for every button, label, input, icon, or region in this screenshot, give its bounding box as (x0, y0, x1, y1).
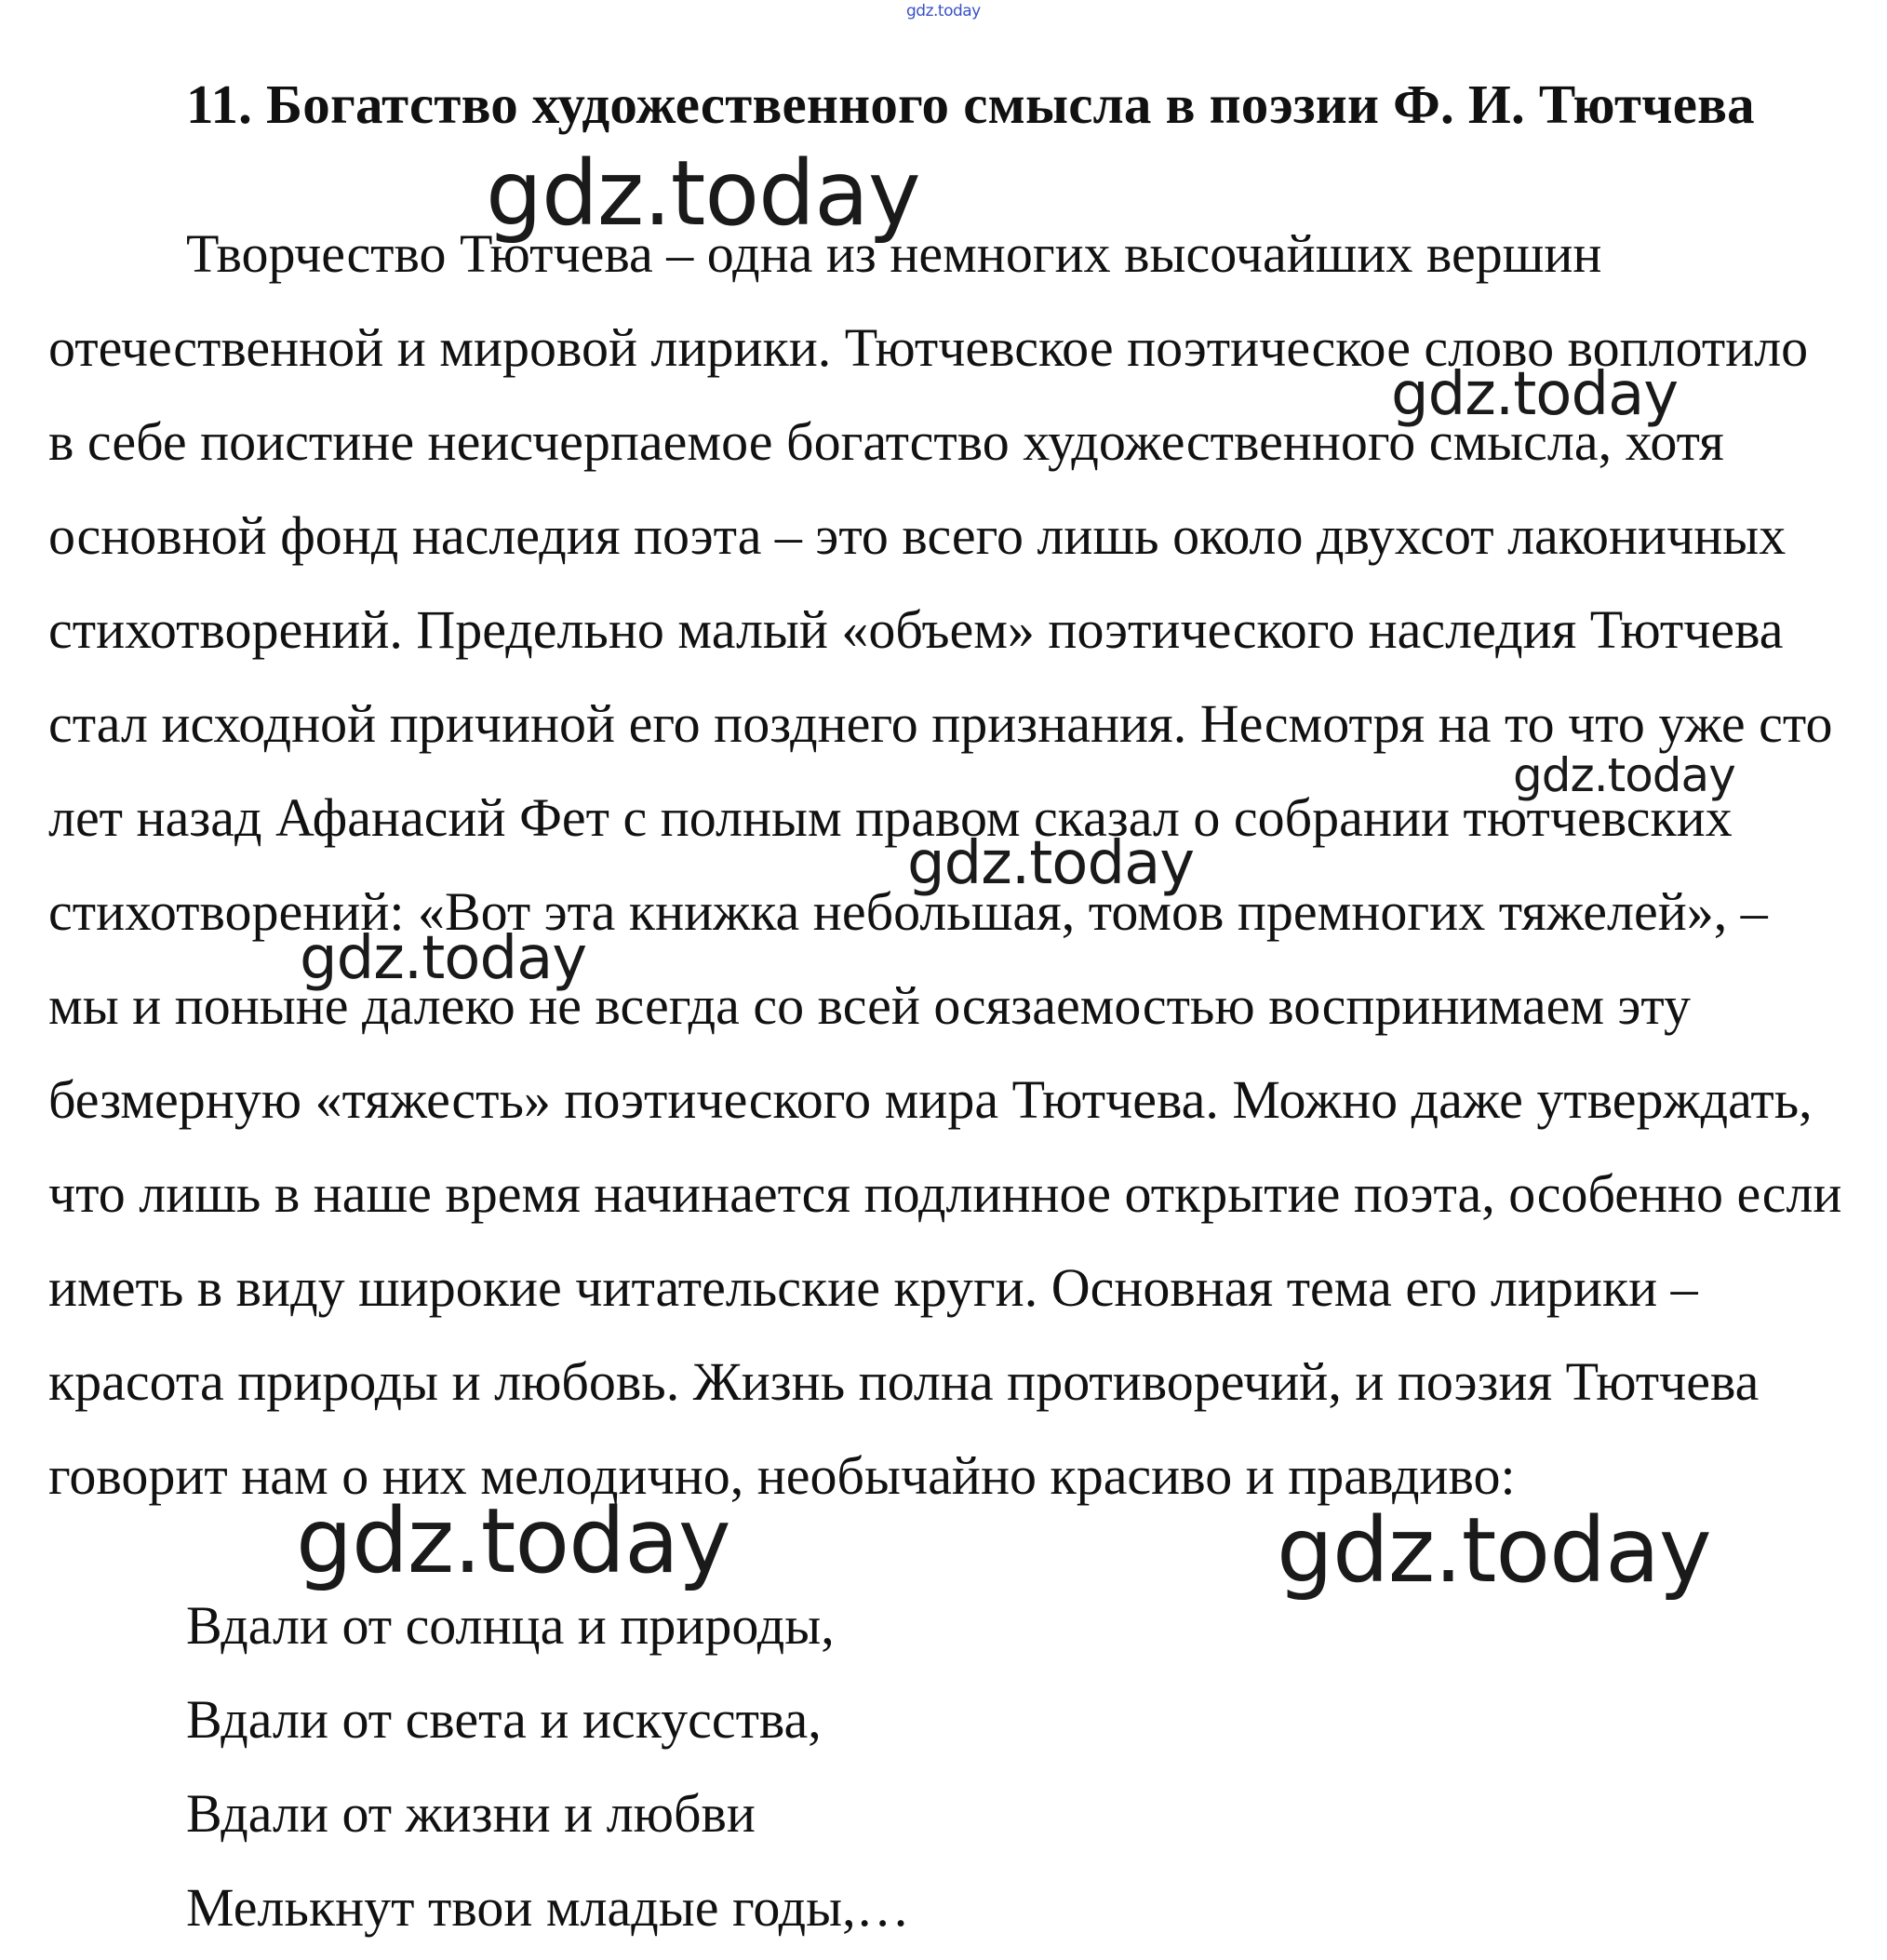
paragraph-line: отечественной и мировой лирики. Тютчевское поэтическое слово воплотило (48, 317, 1809, 378)
verse-line: Вдали от жизни и любви (186, 1783, 756, 1844)
paragraph-line: что лишь в наше время начинается подлинное открытие поэта, особенно если (48, 1163, 1842, 1224)
watermark: gdz.today (907, 829, 1195, 898)
top-watermark: gdz.today (906, 2, 981, 20)
watermark: gdz.today (296, 1489, 730, 1593)
paragraph-line: красота природы и любовь. Жизнь полна противоречий, и поэзия Тютчева (48, 1351, 1760, 1412)
paragraph-line: мы и поныне далеко не всегда со всей осязаемостью воспринимаем эту (48, 975, 1692, 1036)
paragraph-line: стихотворений. Предельно малый «объем» поэтического наследия Тютчева (48, 599, 1784, 660)
paragraph-line: лет назад Афанасий Фет с полным правом сказал о собрании тютчевских (48, 787, 1733, 848)
watermark: gdz.today (1277, 1498, 1711, 1603)
verse-line: Вдали от света и искусства, (186, 1689, 822, 1750)
paragraph-line: стал исходной причиной его позднего признания. Несмотря на то что уже сто (48, 693, 1833, 754)
watermark: gdz.today (1391, 360, 1679, 429)
paragraph-line: говорит нам о них мелодично, необычайно красиво и правдиво: (48, 1445, 1516, 1506)
watermark: gdz.today (300, 924, 587, 993)
verse-line: Мелькнут твои младые годы,… (186, 1877, 910, 1938)
paragraph-line: в себе поистине неисчерпаемое богатство художественного смысла, хотя (48, 411, 1724, 472)
paragraph-line: стихотворений: «Вот эта книжка небольшая, томов премногих тяжелей», – (48, 881, 1768, 942)
paragraph-line: Творчество Тютчева – одна из немногих высочайших вершин (186, 223, 1602, 284)
paragraph-line: безмерную «тяжесть» поэтического мира Тютчева. Можно даже утверждать, (48, 1069, 1813, 1130)
watermark: gdz.today (1513, 748, 1735, 802)
page-title: 11. Богатство художественного смысла в поэзии Ф. И. Тютчева (186, 74, 1755, 135)
verse-line: Вдали от солнца и природы, (186, 1595, 835, 1656)
paragraph-line: иметь в виду широкие читательские круги. Основная тема его лирики – (48, 1257, 1698, 1318)
paragraph-line: основной фонд наследия поэта – это всего лишь около двухсот лаконичных (48, 505, 1787, 566)
watermark: gdz.today (486, 141, 920, 246)
